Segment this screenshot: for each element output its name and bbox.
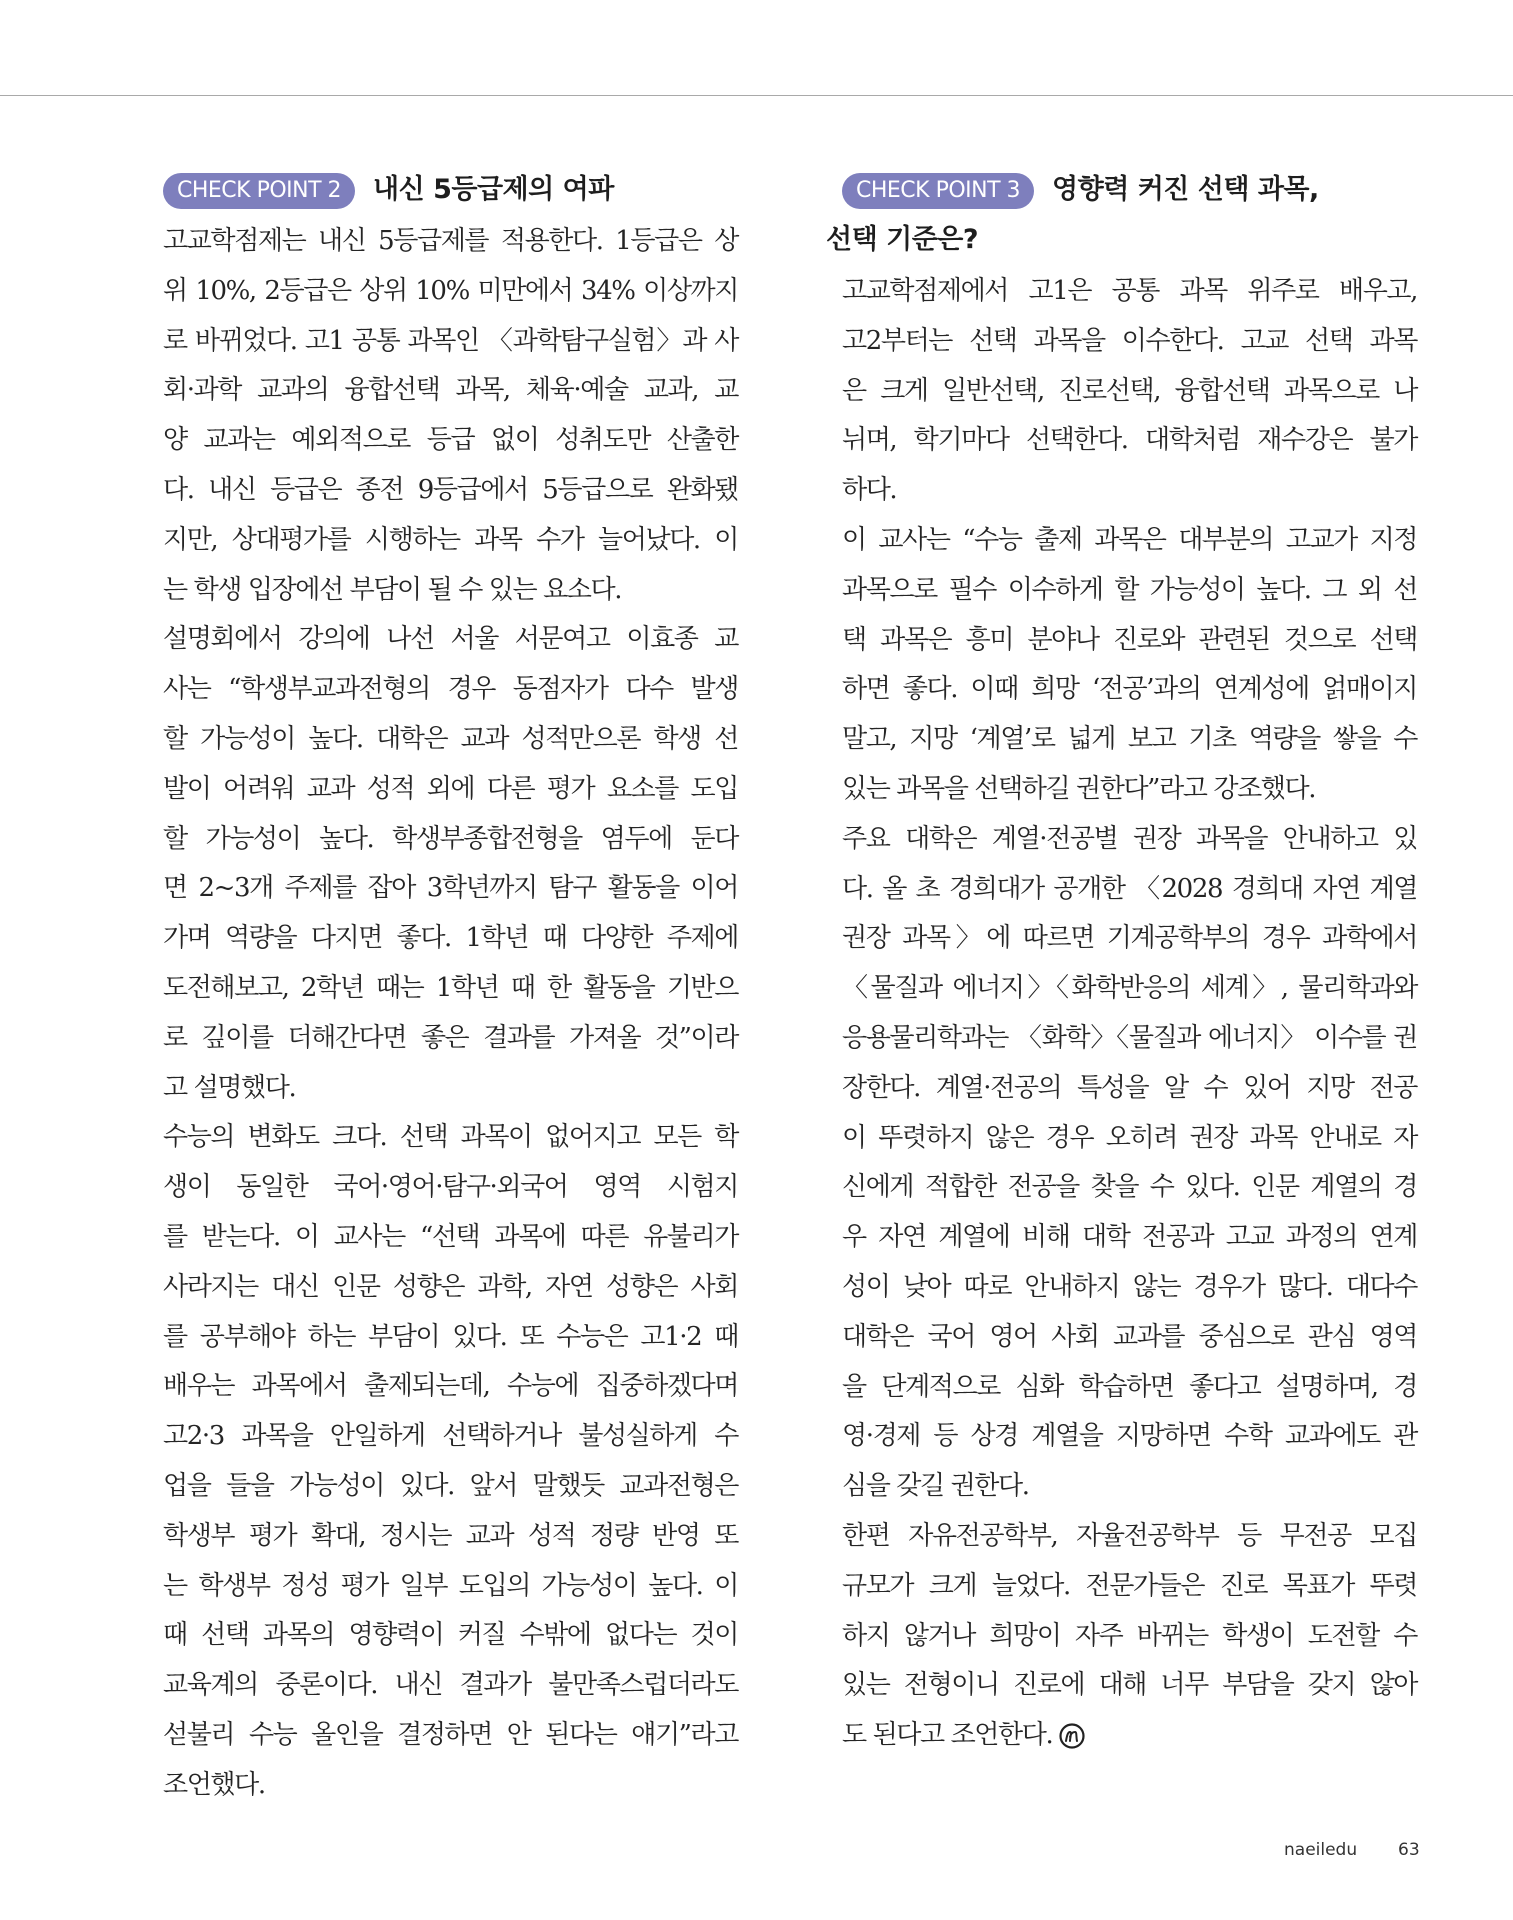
text-line: 섣불리 수능 올인을 결정하면 안 된다는 얘기”라고 <box>163 1719 738 1750</box>
text-line: 규모가 크게 늘었다. 전문가들은 진로 목표가 뚜렷 <box>842 1570 1417 1601</box>
text-line: 배우는 과목에서 출제되는데, 수능에 집중하겠다며 <box>163 1371 738 1402</box>
text-line: 뉘며, 학기마다 선택한다. 대학처럼 재수강은 불가 <box>842 425 1417 456</box>
end-mark-icon <box>1058 1722 1086 1750</box>
text-line: 다. 올 초 경희대가 공개한 〈2028 경희대 자연 계열 <box>842 873 1417 904</box>
text-line: 과목으로 필수 이수하게 할 가능성이 높다. 그 외 선 <box>842 574 1417 605</box>
text-line: 다. 내신 등급은 종전 9등급에서 5등급으로 완화됐 <box>163 474 738 505</box>
text-line: 신에게 적합한 전공을 찾을 수 있다. 인문 계열의 경 <box>842 1172 1417 1203</box>
text-line: 우 자연 계열에 비해 대학 전공과 고교 과정의 연계 <box>842 1222 1417 1253</box>
text-line: 하다. <box>842 475 897 506</box>
text-line: 를 공부해야 하는 부담이 있다. 또 수능은 고1·2 때 <box>163 1321 738 1352</box>
text-line: 지만, 상대평가를 시행하는 과목 수가 늘어났다. 이 <box>163 524 738 555</box>
text-line: 도 된다고 조언한다. <box>842 1711 1417 1761</box>
article-body <box>842 267 1417 1761</box>
text-line: 면 2~3개 주제를 잡아 3학년까지 탐구 활동을 이어 <box>163 873 738 904</box>
text-line: 이 교사는 “수능 출제 과목은 대부분의 고교가 지정 <box>842 524 1417 555</box>
text-line: 영·경제 등 상경 계열을 지망하면 수학 교과에도 관 <box>842 1421 1417 1452</box>
text-line: 업을 들을 가능성이 있다. 앞서 말했듯 교과전형은 <box>163 1470 738 1501</box>
column-right <box>826 165 1417 1761</box>
text-line: 을 단계적으로 심화 학습하면 좋다고 설명하며, 경 <box>842 1371 1417 1402</box>
text-line: 교육계의 중론이다. 내신 결과가 불만족스럽더라도 <box>163 1670 738 1701</box>
header-rule <box>0 95 1513 96</box>
text-line: 고2·3 과목을 안일하게 선택하거나 불성실하게 수 <box>163 1421 738 1452</box>
text-line: 양 교과는 예외적으로 등급 없이 성취도만 산출한 <box>163 425 738 456</box>
page-number: 63 <box>1398 1840 1420 1860</box>
text-line: 할 가능성이 높다. 대학은 교과 성적만으론 학생 선 <box>163 723 738 754</box>
text-line: 수능의 변화도 크다. 선택 과목이 없어지고 모든 학 <box>163 1122 738 1153</box>
article-body <box>163 217 738 1811</box>
text-line: 고교학점제에서 고1은 공통 과목 위주로 배우고, <box>842 276 1417 306</box>
text-line: 때 선택 과목의 영향력이 커질 수밖에 없다는 것이 <box>163 1620 738 1651</box>
text-line: 심을 갖길 권한다. <box>842 1471 1029 1502</box>
text-line: 한편 자유전공학부, 자율전공학부 등 무전공 모집 <box>842 1520 1417 1551</box>
section-title: 영향력 커진 선택 과목, 선택 기준은? <box>826 174 1319 255</box>
text-line: 성이 낮아 따로 안내하지 않는 경우가 많다. 대다수 <box>842 1271 1417 1302</box>
magazine-name: naeiledu <box>1284 1840 1358 1860</box>
text-line: 사는 “학생부교과전형의 경우 동점자가 다수 발생 <box>163 674 738 705</box>
text-line: 주요 대학은 계열·전공별 권장 과목을 안내하고 있 <box>842 823 1417 854</box>
text-line: 있는 전형이니 진로에 대해 너무 부담을 갖지 않아 <box>842 1670 1417 1701</box>
text-line: 조언했다. <box>163 1769 265 1800</box>
text-line: 생이 동일한 국어·영어·탐구·외국어 영역 시험지 <box>163 1172 738 1203</box>
text-line: 발이 어려워 교과 성적 외에 다른 평가 요소를 도입 <box>163 773 738 804</box>
text-line: 설명회에서 강의에 나선 서울 서문여고 이효종 교 <box>163 624 738 655</box>
text-line: 학생부 평가 확대, 정시는 교과 성적 정량 반영 또 <box>163 1520 738 1551</box>
check-point-badge: CHECK POINT 2 <box>163 173 355 209</box>
check-point-badge: CHECK POINT 3 <box>842 173 1034 209</box>
text-line: 를 받는다. 이 교사는 “선택 과목에 따른 유불리가 <box>163 1221 738 1252</box>
text-line: 말고, 지망 ‘계열’로 넓게 보고 기초 역량을 쌓을 수 <box>842 724 1417 755</box>
text-line: 할 가능성이 높다. 학생부종합전형을 염두에 둔다 <box>163 823 738 854</box>
text-line: 고 설명했다. <box>163 1072 296 1103</box>
text-line: 위 10%, 2등급은 상위 10% 미만에서 34% 이상까지 <box>163 275 738 306</box>
text-line: 는 학생 입장에선 부담이 될 수 있는 요소다. <box>163 574 622 605</box>
text-line: 는 학생부 정성 평가 일부 도입의 가능성이 높다. 이 <box>163 1570 738 1601</box>
text-line: 로 깊이를 더해간다면 좋은 결과를 가져올 것”이라 <box>163 1022 738 1053</box>
text-line: 은 크게 일반선택, 진로선택, 융합선택 과목으로 나 <box>842 375 1417 406</box>
text-line: 사라지는 대신 인문 성향은 과학, 자연 성향은 사회 <box>163 1271 738 1302</box>
text-line: 하면 좋다. 이때 희망 ‘전공’과의 연계성에 얽매이지 <box>842 674 1417 705</box>
text-line: 이 뚜렷하지 않은 경우 오히려 권장 과목 안내로 자 <box>842 1122 1417 1153</box>
section-title: 내신 5등급제의 여파 <box>373 174 614 205</box>
section-heading-2 <box>163 165 738 215</box>
text-line: 가며 역량을 다지면 좋다. 1학년 때 다양한 주제에 <box>163 923 738 954</box>
text-line: 택 과목은 흥미 분야나 진로와 관련된 것으로 선택 <box>842 624 1417 655</box>
text-line: 〈물질과 에너지〉〈화학반응의 세계〉, 물리학과와 <box>842 973 1417 1004</box>
text-line: 권장 과목〉에 따르면 기계공학부의 경우 과학에서 <box>842 923 1417 954</box>
text-line: 대학은 국어 영어 사회 교과를 중심으로 관심 영역 <box>842 1321 1417 1352</box>
text-line: 로 바뀌었다. 고1 공통 과목인 〈과학탐구실험〉과 사 <box>163 325 738 356</box>
text-line: 고교학점제는 내신 5등급제를 적용한다. 1등급은 상 <box>163 226 738 256</box>
text-line: 회·과학 교과의 융합선택 과목, 체육·예술 교과, 교 <box>163 375 738 406</box>
text-line: 있는 과목을 선택하길 권한다”라고 강조했다. <box>842 773 1316 804</box>
column-left <box>163 165 738 1811</box>
text-line: 하지 않거나 희망이 자주 바뀌는 학생이 도전할 수 <box>842 1620 1417 1651</box>
text-line: 도전해보고, 2학년 때는 1학년 때 한 활동을 기반으 <box>163 972 738 1003</box>
text-line: 장한다. 계열·전공의 특성을 알 수 있어 지망 전공 <box>842 1072 1417 1103</box>
text-line: 응용물리학과는 〈화학〉〈물질과 에너지〉 이수를 권 <box>842 1022 1417 1053</box>
section-heading-3 <box>826 165 1417 265</box>
text-line: 고2부터는 선택 과목을 이수한다. 고교 선택 과목 <box>842 325 1417 356</box>
